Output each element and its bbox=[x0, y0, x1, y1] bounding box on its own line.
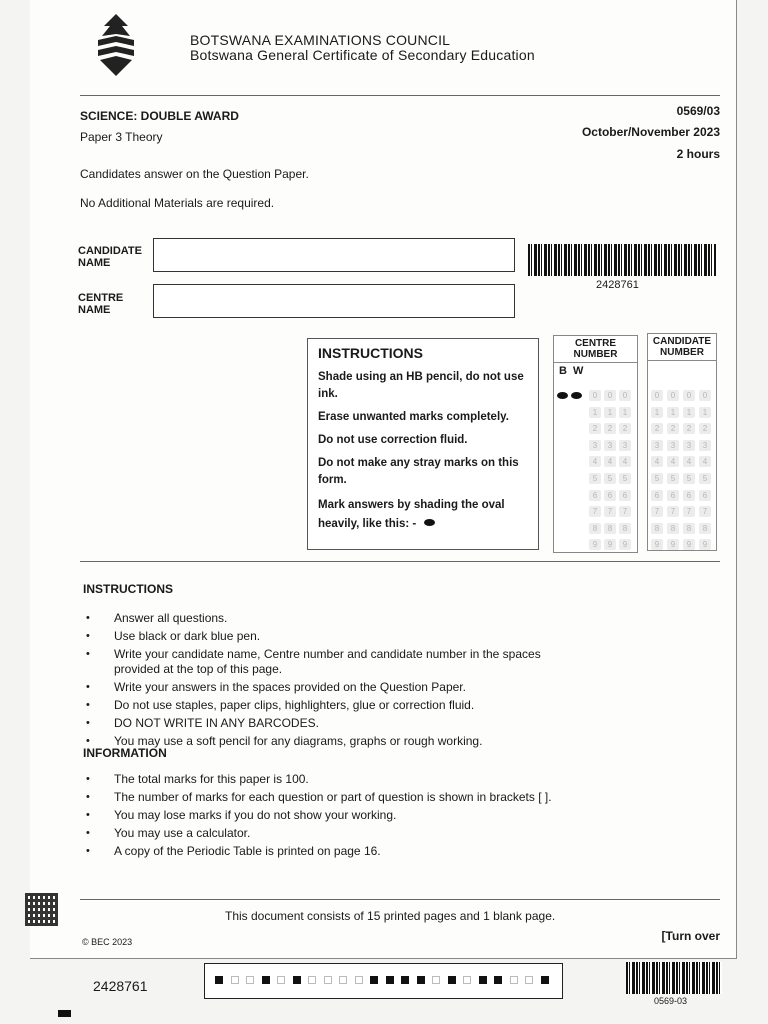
shaded-oval-example-icon bbox=[424, 519, 435, 526]
tracking-mark bbox=[525, 976, 533, 984]
centre-digit-oval-9[interactable]: 9 bbox=[589, 539, 601, 550]
tracking-marks-box bbox=[204, 963, 563, 999]
candidate-digit-oval-0[interactable]: 0 bbox=[667, 390, 679, 401]
tracking-mark bbox=[277, 976, 285, 984]
tracking-mark bbox=[246, 976, 254, 984]
centre-name-field[interactable] bbox=[153, 284, 515, 318]
centre-letter-w: W bbox=[573, 365, 584, 377]
candidate-digit-oval-2[interactable]: 2 bbox=[667, 423, 679, 434]
centre-digit-oval-2[interactable]: 2 bbox=[589, 423, 601, 434]
instructions-list bbox=[80, 611, 590, 752]
candidate-digit-column bbox=[699, 390, 712, 556]
centre-digit-oval-7[interactable]: 7 bbox=[619, 506, 631, 517]
candidate-number-grid bbox=[647, 333, 717, 551]
footer-divider bbox=[80, 899, 720, 900]
candidate-digit-oval-2[interactable]: 2 bbox=[699, 423, 711, 434]
turn-over: [Turn over bbox=[661, 929, 720, 943]
candidate-digit-oval-1[interactable]: 1 bbox=[667, 407, 679, 418]
tracking-mark bbox=[339, 976, 347, 984]
candidate-digit-oval-0[interactable]: 0 bbox=[651, 390, 663, 401]
candidate-digit-column bbox=[651, 390, 664, 556]
candidate-digit-oval-6[interactable]: 6 bbox=[651, 490, 663, 501]
candidate-digit-oval-7[interactable]: 7 bbox=[651, 506, 663, 517]
information-item: • You may use a calculator. bbox=[80, 826, 560, 841]
barcode-number: 2428761 bbox=[596, 279, 639, 291]
candidate-name-field[interactable] bbox=[153, 238, 515, 272]
tracking-number: 2428761 bbox=[93, 978, 148, 994]
tracking-mark bbox=[448, 976, 456, 984]
centre-digit-oval-7[interactable]: 7 bbox=[589, 506, 601, 517]
candidate-digit-oval-7[interactable]: 7 bbox=[699, 506, 711, 517]
centre-digit-oval-6[interactable]: 6 bbox=[604, 490, 616, 501]
barcode-top bbox=[528, 244, 716, 276]
centre-digit-oval-2[interactable]: 2 bbox=[619, 423, 631, 434]
tracking-mark bbox=[417, 976, 425, 984]
instruction-item: • Do not use staples, paper clips, highlighters, glue or correction fluid. bbox=[80, 698, 590, 713]
form-instructions-box bbox=[307, 338, 539, 550]
centre-digit-oval-6[interactable]: 6 bbox=[619, 490, 631, 501]
centre-digit-oval-8[interactable]: 8 bbox=[589, 523, 601, 534]
instruction-item: • DO NOT WRITE IN ANY BARCODES. bbox=[80, 716, 590, 731]
candidate-digit-oval-1[interactable]: 1 bbox=[683, 407, 695, 418]
centre-digit-oval-3[interactable]: 3 bbox=[604, 440, 616, 451]
exam-cover-sheet bbox=[30, 0, 737, 959]
form-instruction-item: Shade using an HB pencil, do not use ink. bbox=[318, 371, 524, 400]
candidate-digit-oval-5[interactable]: 5 bbox=[651, 473, 663, 484]
information-item: • You may lose marks if you do not show your working. bbox=[80, 808, 560, 823]
instructions-title: INSTRUCTIONS bbox=[83, 582, 173, 596]
answer-note: Candidates answer on the Question Paper. bbox=[80, 167, 309, 181]
form-instructions-title: INSTRUCTIONS bbox=[318, 345, 423, 361]
centre-name-label: CENTRE NAME bbox=[78, 292, 124, 316]
tracking-mark bbox=[494, 976, 502, 984]
exam-duration: 2 hours bbox=[676, 147, 720, 161]
corner-mark bbox=[58, 1010, 71, 1017]
instruction-item: • Use black or dark blue pen. bbox=[80, 629, 590, 644]
information-item: • A copy of the Periodic Table is printed on page 16. bbox=[80, 844, 560, 859]
exam-session: October/November 2023 bbox=[581, 125, 720, 139]
centre-letter-b: B bbox=[559, 365, 567, 377]
centre-digit-oval-8[interactable]: 8 bbox=[604, 523, 616, 534]
centre-digit-oval-5[interactable]: 5 bbox=[589, 473, 601, 484]
candidate-digit-oval-4[interactable]: 4 bbox=[651, 456, 663, 467]
information-list bbox=[80, 772, 560, 862]
centre-number-grid bbox=[553, 335, 638, 553]
information-item: • The total marks for this paper is 100. bbox=[80, 772, 560, 787]
subject-title: SCIENCE: DOUBLE AWARD bbox=[80, 109, 239, 123]
centre-number-title: CENTRE NUMBER bbox=[554, 338, 637, 363]
candidate-digit-oval-3[interactable]: 3 bbox=[651, 440, 663, 451]
centre-digit-oval-9[interactable]: 9 bbox=[619, 539, 631, 550]
centre-digit-oval-1[interactable]: 1 bbox=[589, 407, 601, 418]
tracking-mark bbox=[401, 976, 409, 984]
candidate-digit-oval-8[interactable]: 8 bbox=[699, 523, 711, 534]
candidate-digit-oval-9[interactable]: 9 bbox=[699, 539, 711, 550]
tracking-mark bbox=[231, 976, 239, 984]
form-instruction-item: Do not make any stray marks on this form. bbox=[318, 457, 519, 486]
candidate-digit-oval-8[interactable]: 8 bbox=[667, 523, 679, 534]
centre-digit-oval-3[interactable]: 3 bbox=[589, 440, 601, 451]
section-divider bbox=[80, 561, 720, 562]
candidate-digit-oval-4[interactable]: 4 bbox=[683, 456, 695, 467]
form-instruction-item: Erase unwanted marks completely. bbox=[318, 411, 509, 423]
copyright: © BEC 2023 bbox=[82, 937, 133, 947]
paper-code: 0569/03 bbox=[676, 104, 720, 118]
candidate-digit-oval-2[interactable]: 2 bbox=[683, 423, 695, 434]
tracking-mark bbox=[324, 976, 332, 984]
candidate-digit-column bbox=[683, 390, 696, 556]
paper-label: Paper 3 Theory bbox=[80, 130, 163, 144]
centre-digit-column bbox=[619, 390, 632, 556]
centre-oval-w[interactable] bbox=[571, 392, 582, 399]
centre-digit-oval-3[interactable]: 3 bbox=[619, 440, 631, 451]
tracking-mark bbox=[355, 976, 363, 984]
candidate-digit-oval-2[interactable]: 2 bbox=[651, 423, 663, 434]
candidate-digit-oval-5[interactable]: 5 bbox=[683, 473, 695, 484]
barcode-bottom bbox=[626, 962, 722, 994]
header-divider bbox=[80, 95, 720, 96]
bec-logo-icon bbox=[92, 12, 140, 78]
candidate-digit-oval-5[interactable]: 5 bbox=[667, 473, 679, 484]
candidate-digit-oval-8[interactable]: 8 bbox=[683, 523, 695, 534]
candidate-digit-oval-4[interactable]: 4 bbox=[699, 456, 711, 467]
centre-digit-oval-4[interactable]: 4 bbox=[604, 456, 616, 467]
candidate-digit-oval-7[interactable]: 7 bbox=[667, 506, 679, 517]
candidate-digit-column bbox=[667, 390, 680, 556]
candidate-name-label: CANDIDATE NAME bbox=[78, 245, 142, 269]
centre-digit-oval-7[interactable]: 7 bbox=[604, 506, 616, 517]
tracking-mark bbox=[541, 976, 549, 984]
centre-digit-oval-8[interactable]: 8 bbox=[619, 523, 631, 534]
centre-digit-oval-0[interactable]: 0 bbox=[604, 390, 616, 401]
centre-digit-column bbox=[604, 390, 617, 556]
tracking-mark bbox=[463, 976, 471, 984]
centre-oval-b[interactable] bbox=[557, 392, 568, 399]
certificate-name: Botswana General Certificate of Secondary Education bbox=[190, 47, 535, 63]
candidate-digit-oval-9[interactable]: 9 bbox=[683, 539, 695, 550]
centre-digit-oval-0[interactable]: 0 bbox=[619, 390, 631, 401]
instruction-item: • Answer all questions. bbox=[80, 611, 590, 626]
materials-note: No Additional Materials are required. bbox=[80, 196, 275, 210]
form-instruction-item: Do not use correction fluid. bbox=[318, 434, 468, 446]
centre-digit-oval-9[interactable]: 9 bbox=[604, 539, 616, 550]
candidate-digit-oval-7[interactable]: 7 bbox=[683, 506, 695, 517]
centre-digit-oval-2[interactable]: 2 bbox=[604, 423, 616, 434]
tracking-mark bbox=[293, 976, 301, 984]
tracking-mark bbox=[370, 976, 378, 984]
tracking-mark bbox=[432, 976, 440, 984]
candidate-digit-oval-1[interactable]: 1 bbox=[699, 407, 711, 418]
candidate-digit-oval-3[interactable]: 3 bbox=[667, 440, 679, 451]
candidate-digit-oval-5[interactable]: 5 bbox=[699, 473, 711, 484]
information-title: INFORMATION bbox=[83, 746, 167, 760]
candidate-digit-oval-0[interactable]: 0 bbox=[699, 390, 711, 401]
centre-digit-oval-4[interactable]: 4 bbox=[589, 456, 601, 467]
candidate-digit-oval-6[interactable]: 6 bbox=[683, 490, 695, 501]
centre-digit-oval-6[interactable]: 6 bbox=[589, 490, 601, 501]
candidate-digit-oval-6[interactable]: 6 bbox=[699, 490, 711, 501]
centre-digit-oval-5[interactable]: 5 bbox=[619, 473, 631, 484]
candidate-digit-oval-3[interactable]: 3 bbox=[699, 440, 711, 451]
candidate-digit-oval-8[interactable]: 8 bbox=[651, 523, 663, 534]
tracking-mark bbox=[479, 976, 487, 984]
centre-digit-oval-5[interactable]: 5 bbox=[604, 473, 616, 484]
candidate-digit-oval-6[interactable]: 6 bbox=[667, 490, 679, 501]
candidate-digit-oval-0[interactable]: 0 bbox=[683, 390, 695, 401]
candidate-digit-oval-9[interactable]: 9 bbox=[651, 539, 663, 550]
centre-digit-oval-4[interactable]: 4 bbox=[619, 456, 631, 467]
form-instruction-item: Mark answers by shading the oval heavily, like this: - bbox=[318, 499, 505, 530]
tracking-mark bbox=[308, 976, 316, 984]
council-name: BOTSWANA EXAMINATIONS COUNCIL bbox=[190, 32, 451, 48]
pages-note: This document consists of 15 printed pages and 1 blank page. bbox=[225, 909, 556, 923]
centre-digit-oval-1[interactable]: 1 bbox=[604, 407, 616, 418]
candidate-digit-oval-1[interactable]: 1 bbox=[651, 407, 663, 418]
instruction-item: • You may use a soft pencil for any diagrams, graphs or rough working. bbox=[80, 734, 590, 749]
tracking-mark bbox=[510, 976, 518, 984]
information-item: • The number of marks for each question or part of question is shown in brackets [ ]. bbox=[80, 790, 560, 805]
tracking-mark bbox=[386, 976, 394, 984]
centre-digit-oval-1[interactable]: 1 bbox=[619, 407, 631, 418]
tracking-mark bbox=[215, 976, 223, 984]
candidate-digit-oval-3[interactable]: 3 bbox=[683, 440, 695, 451]
qr-code-icon bbox=[25, 893, 58, 926]
centre-digit-oval-0[interactable]: 0 bbox=[589, 390, 601, 401]
instruction-item: • Write your answers in the spaces provided on the Question Paper. bbox=[80, 680, 590, 695]
tracking-mark bbox=[262, 976, 270, 984]
centre-digit-column bbox=[589, 390, 602, 556]
instruction-item: • Write your candidate name, Centre number and candidate number in the spaces provided at the top of this page. bbox=[80, 647, 590, 677]
candidate-number-title: CANDIDATE NUMBER bbox=[648, 336, 716, 361]
candidate-digit-oval-9[interactable]: 9 bbox=[667, 539, 679, 550]
candidate-digit-oval-4[interactable]: 4 bbox=[667, 456, 679, 467]
code-small: 0569-03 bbox=[654, 996, 688, 1006]
